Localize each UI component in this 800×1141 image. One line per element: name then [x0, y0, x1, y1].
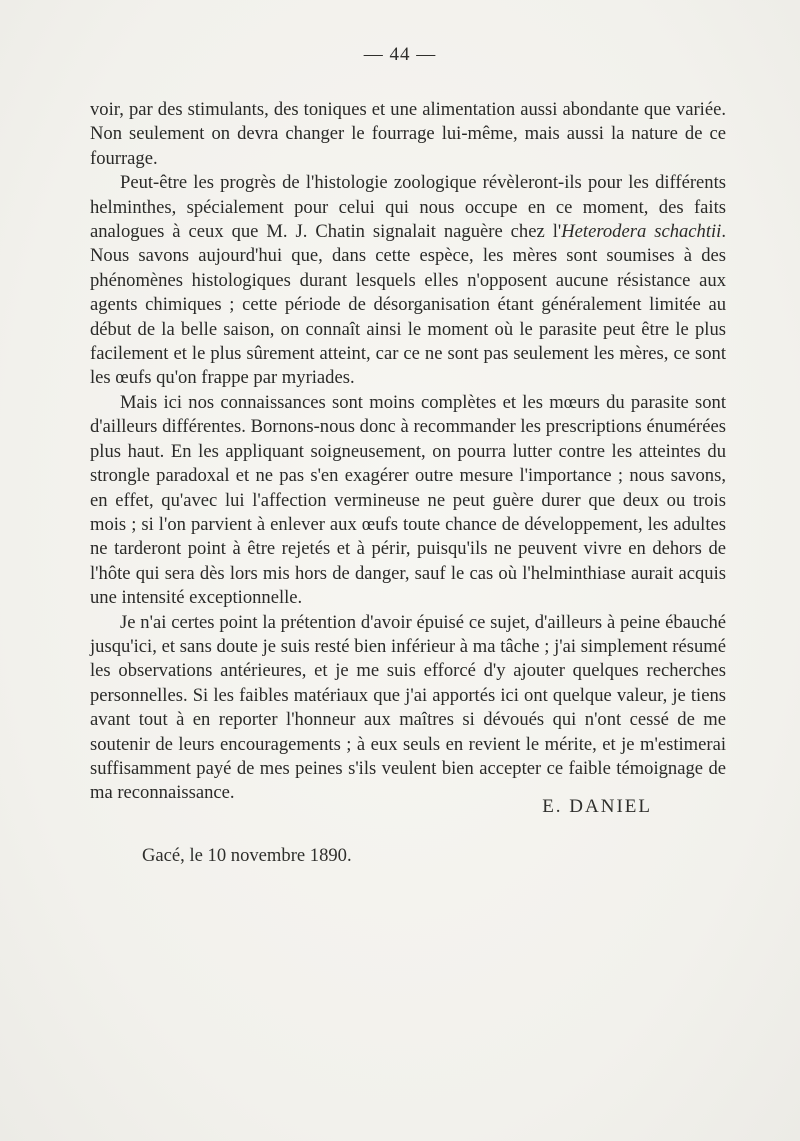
- paragraph-2: [90, 171, 726, 391]
- body-text: [90, 98, 726, 806]
- paragraph-4: Je n'ai certes point la prétention d'avoir épuisé ce sujet, d'ailleurs à peine ébauché jusqu'ici, et sans doute je suis resté bien inférieur à ma tâche ; j'ai simplement résumé les observations antérieures, et je me suis efforcé d'y ajouter quelques recherches personnelles. Si les faibles matériaux que j'ai apportés ici ont quelque valeur, je tiens avant tout à en reporter l'honneur aux maîtres si dévoués qui n'ont cessé de me soutenir de leurs encouragements ; à eux seuls en revient le mérite, et je m'estimerai suffisamment payé de mes peines s'ils veulent bien accepter ce faible témoignage de ma reconnaissance.: [90, 611, 726, 804]
- species-name: Heterodera schachtii: [561, 221, 722, 243]
- paragraph-3: Mais ici nos connaissances sont moins complètes et les mœurs du parasite sont d'ailleurs différentes. Bornons-nous donc à recommander les prescriptions énumérées plus haut. En les appliquant soigneusement, on pourra lutter contre les atteintes du strongle paradoxal et ne pas s'en exagérer outre mesure l'importance ; nous savons, en effet, qu'avec lui l'affection vermineuse ne peut guère durer que deux ou trois mois ; si l'on parvient à enlever aux œufs toute chance de développement, les adultes ne tarderont point à être rejetés et à périr, puisqu'ils ne peuvent vivre en dehors de l'hôte qui sera dès lors mis hors de danger, sauf le cas où l'helminthiase aurait acquis une intensité exceptionnelle.: [90, 391, 726, 609]
- dateline: Gacé, le 10 novembre 1890.: [142, 845, 352, 866]
- paragraph-1: voir, par des stimulants, des toniques et une alimentation aussi abondante que variée. Non seulement on devra changer le fourrage lui-même, mais aussi la nature de ce fourrage.: [90, 99, 726, 169]
- paragraph-2-start: Peut-être les progrès de l'histologie zoologique révèleront-ils pour les différents helminthes, spécialement pour celui qui nous occupe en ce moment, des faits analogues à ceux que M. J. Chatin signalait naguère chez l': [90, 172, 726, 243]
- paragraph-2-end: . Nous savons aujourd'hui que, dans cette espèce, les mères sont soumises à des phénomènes histologiques durant lesquels elles n'opposent aucune résistance aux agents chimiques ; cette période de désorganisation étant généralement limitée au début de la belle saison, on connaît ainsi le moment où le parasite peut être le plus facilement et le plus sûrement atteint, car ce ne sont pas seulement les mères, ce sont les œufs qu'on frappe par myriades.: [90, 221, 726, 389]
- page-number: — 44 —: [363, 44, 437, 65]
- author-signature: E. DANIEL: [542, 796, 652, 817]
